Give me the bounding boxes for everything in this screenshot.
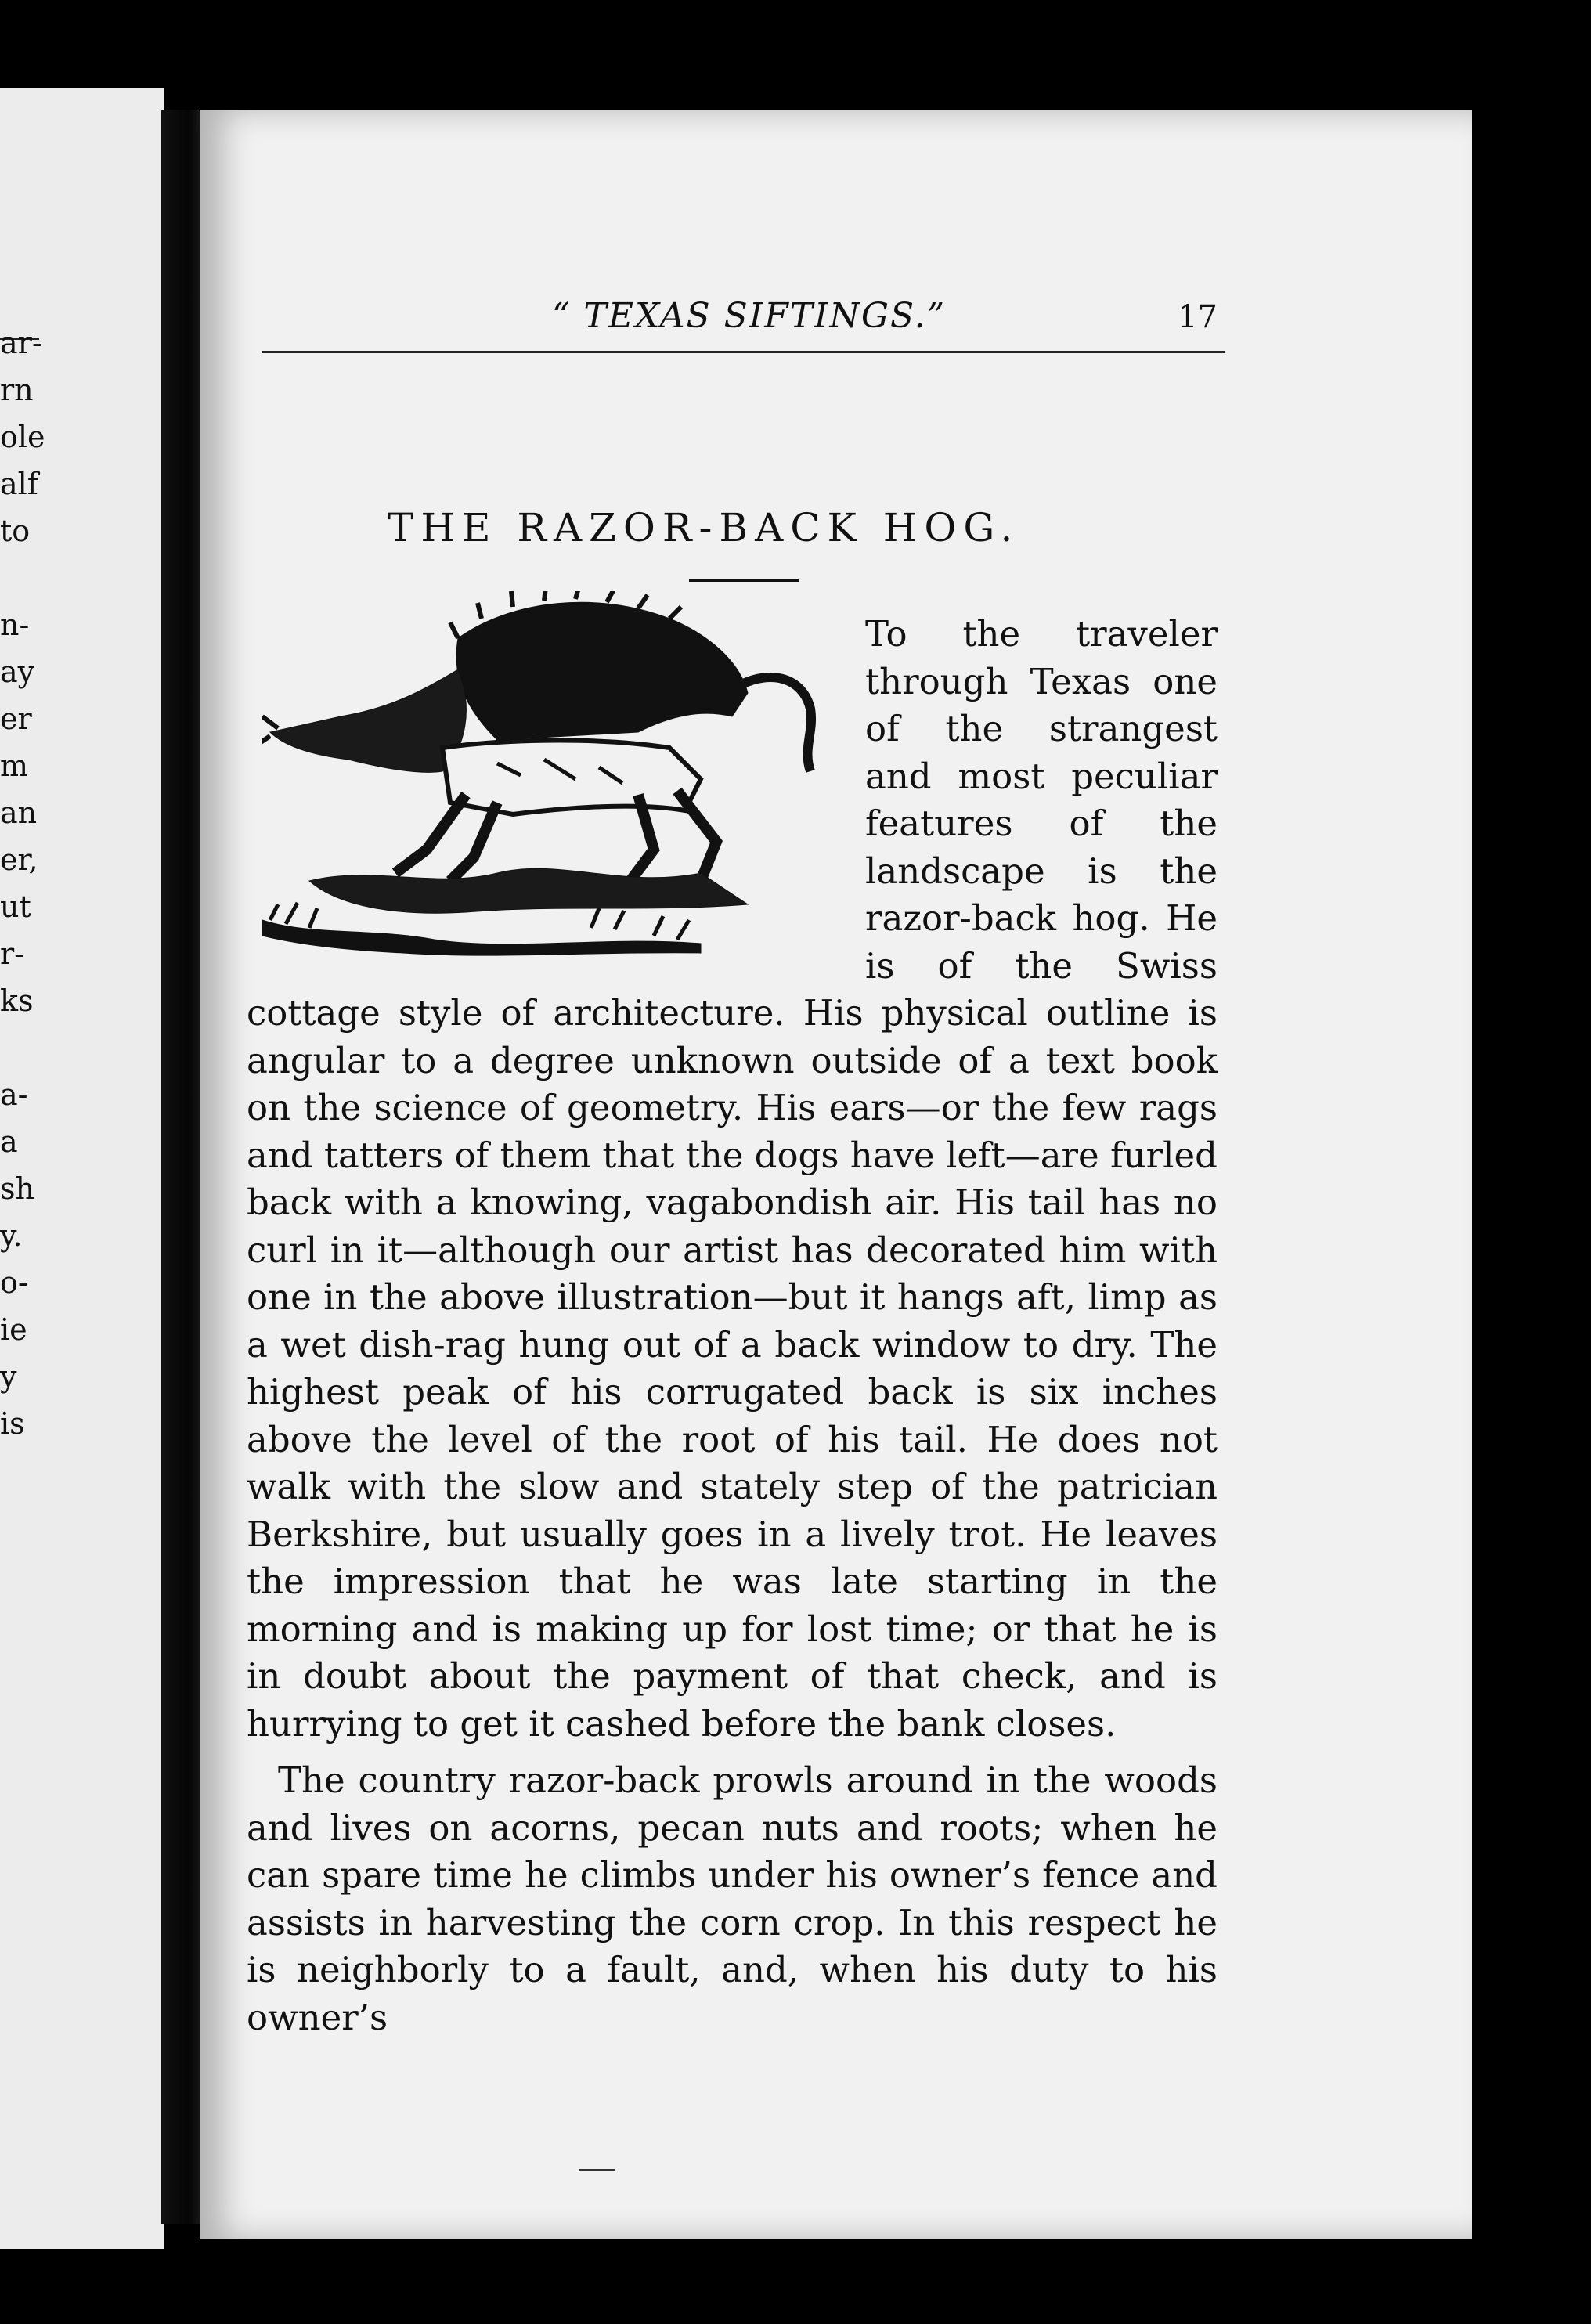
facing-line: rn [0, 373, 34, 407]
title-rule [689, 579, 799, 582]
facing-line: ks [0, 983, 34, 1018]
facing-line: ay [0, 655, 35, 689]
page-number: 17 [1178, 299, 1218, 335]
facing-line: a- [0, 1077, 28, 1112]
article-title: THE RAZOR-BACK HOG. [388, 505, 1020, 550]
facing-line: a [0, 1124, 18, 1159]
facing-line: to [0, 514, 31, 548]
facing-line: m [0, 749, 29, 783]
facing-line: r- [0, 936, 25, 971]
facing-line: is [0, 1406, 25, 1441]
facing-line: sh [0, 1171, 34, 1206]
paragraph-2: The country razor-back prowls around in the woods and lives on acorns, pecan nuts and roots; when he can spare time he climbs under his owner’s fence and assists in harvesting the corn crop. In this respect he is neighborly to a fault, and, when his duty to his owner’s [247, 1759, 1218, 2038]
page-header [262, 288, 1225, 353]
facing-line: er, [0, 843, 38, 877]
facing-line: o- [0, 1265, 28, 1300]
paragraph-1: To the traveler through Texas one of the strangest and most peculiar features of the landscape is the razor-back hog. He is of the Swiss cottage style of architecture. His physical outline is angular to a degree unknown outside of a text book on the science of geometry. His ears—or the few rags and tatters of them that the dogs have left—are furled back with a knowing, vagabondish air. His tail has no curl in it—although our artist has decorated him with one in the above illustration—but it hangs aft, limp as a wet dish-rag hung out of a back window to dry. The highest peak of his corrugated back is six inches above the level of the root of his tail. He does not walk with the slow and stately step of the patrician Berkshire, but usually goes in a lively trot. He leaves the impression that he was late starting in the morning and is making up for lost time; or that he is in doubt about the payment of that check, and is hurrying to get it cashed before the bank closes. [247, 613, 1218, 1745]
illustration-wrap-space [247, 611, 865, 959]
facing-line: ut [0, 890, 31, 924]
facing-line: y. [0, 1218, 23, 1253]
bottom-mark [579, 2169, 615, 2171]
facing-line-gap [0, 554, 94, 601]
facing-line: an [0, 796, 38, 830]
facing-line: ar- [0, 326, 42, 360]
facing-line: alf [0, 467, 38, 501]
facing-line: ie [0, 1312, 27, 1347]
running-head: “ TEXAS SIFTINGS.” [552, 296, 947, 336]
article-body [247, 611, 1218, 2041]
facing-line: y [0, 1359, 17, 1394]
facing-line: n- [0, 608, 30, 642]
facing-page-text [0, 319, 94, 1447]
book-page [200, 110, 1472, 2239]
facing-line: er [0, 702, 32, 736]
facing-line: ole [0, 420, 45, 454]
facing-line-gap [0, 1024, 94, 1071]
